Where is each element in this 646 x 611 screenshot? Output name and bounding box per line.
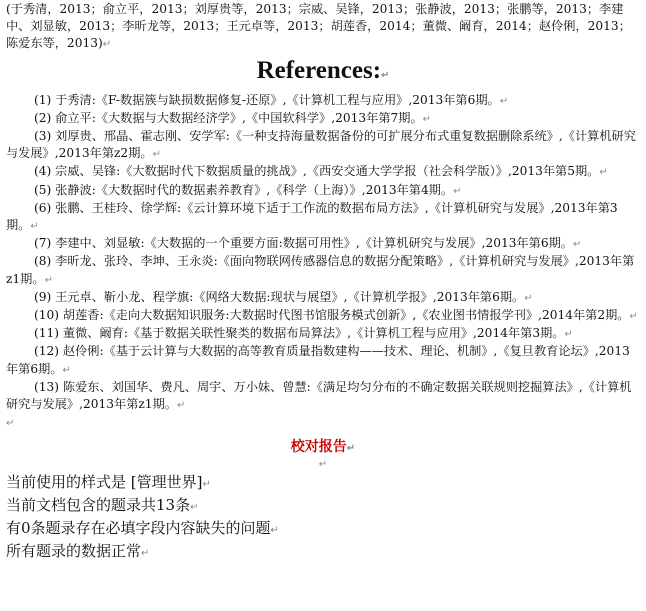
report-style-line: 当前使用的样式是 [管理世界]↵ [6, 473, 211, 492]
report-count-line: 当前文档包含的题录共13条↵ [6, 496, 199, 515]
empty-paragraph [6, 458, 640, 472]
paragraph-mark-icon: ↵ [176, 400, 186, 412]
empty-paragraph [6, 414, 640, 432]
reference-item: (7) 李建中、刘显敏:《大数据的一个重要方面:数据可用性》,《计算机研究与发展》,2013年第6期。↵ [34, 236, 582, 251]
report-missing-line: 有0条题录存在必填字段内容缺失的问题↵ [6, 519, 279, 538]
paragraph-mark-icon: ↵ [381, 69, 390, 81]
reference-item: (8) 李昕龙、张玲、李坤、王永炎:《面向物联网传感器信息的数据分配策略》,《计算机研究与发展》,2013年第z1期。↵ [6, 254, 635, 286]
paragraph-mark-icon: ↵ [599, 167, 608, 179]
paragraph-mark-icon: ↵ [270, 525, 279, 537]
reference-item: (13) 陈爱东、刘国华、费凡、周宇、万小妹、曾慧:《满足均匀分布的不确定数据关联规则挖掘算法》,《计算机研究与发展》,2013年第z1期。↵ [6, 379, 632, 412]
paragraph-mark-icon: ↵ [141, 548, 150, 560]
reference-item: (9) 王元卓、靳小龙、程学旗:《网络大数据:现状与展望》,《计算机学报》,2013年第6期。↵ [34, 289, 533, 304]
references-heading: References:↵ [256, 56, 390, 84]
paragraph-mark-icon: ↵ [318, 459, 328, 471]
paragraph-mark-icon: ↵ [30, 221, 39, 233]
document-page [0, 1, 646, 611]
paragraph-mark-icon: ↵ [152, 149, 161, 161]
reference-item: (6) 张鹏、王桂玲、徐学辉:《云计算环境下适于工作流的数据布局方法》,《计算机研究与发展》,2013年第3期。↵ [6, 200, 618, 233]
paragraph-mark-icon: ↵ [6, 418, 15, 430]
report-ok-line: 所有题录的数据正常↵ [6, 542, 150, 561]
paragraph-mark-icon: ↵ [564, 329, 573, 341]
paragraph-mark-icon: ↵ [499, 95, 509, 107]
proofread-report-body [6, 472, 640, 564]
reference-item: (12) 赵伶俐:《基于云计算与大数据的高等教育质量指数建构——技术、理论、机制》,《复旦教育论坛》,2013年第6期。↵ [6, 344, 630, 376]
paragraph-mark-icon: ↵ [190, 502, 199, 514]
reference-item: (2) 俞立平:《大数据与大数据经济学》,《中国软科学》,2013年第7期。↵ [34, 110, 432, 125]
paragraph-mark-icon: ↵ [573, 239, 582, 251]
reference-item: (10) 胡莲香:《走向大数据知识服务:大数据时代图书馆服务模式创新》,《农业图书情报学刊》,2014年第2期。↵ [34, 308, 638, 323]
paragraph-mark-icon: ↵ [202, 479, 211, 491]
reference-list [6, 92, 640, 415]
reference-item: (1) 于秀清:《F-数据簇与缺损数据修复-还原》,《计算机工程与应用》,2013年第6期。↵ [34, 92, 509, 107]
reference-item: (11) 董微、阚育:《基于数据关联性聚类的数据布局算法》,《计算机工程与应用》,2014年第3期。↵ [34, 326, 573, 341]
paragraph-mark-icon: ↵ [346, 443, 356, 455]
paragraph-mark-icon: ↵ [453, 185, 462, 197]
paragraph-mark-icon: ↵ [422, 113, 432, 125]
paragraph-mark-icon: ↵ [629, 311, 638, 323]
intro-citation-paragraph: (于秀清，2013；俞立平，2013；刘厚贵等，2013；宗威、吴锋，2013；张静波，2013；张鹏等，2013；李建中、刘显敏，2013；李昕龙等，2013；王元卓等，2013；胡莲香，2014；董微、阚育，2014；赵伶俐，2013；陈爱东等，2013)↵ [6, 2, 631, 51]
reference-item: (5) 张静波:《大数据时代的数据素养教育》,《科学（上海）》,2013年第4期。↵ [34, 182, 462, 197]
proofread-report-title: 校对报告↵ [290, 439, 356, 456]
reference-item: (4) 宗威、吴锋:《大数据时代下数据质量的挑战》,《西安交通大学学报（社会科学版）》,2013年第5期。↵ [34, 164, 608, 179]
paragraph-mark-icon: ↵ [44, 274, 53, 286]
paragraph-mark-icon: ↵ [524, 292, 533, 304]
paragraph-mark-icon: ↵ [102, 39, 112, 51]
reference-item: (3) 刘厚贵、邢晶、霍志刚、安学军:《一种支持海量数据备份的可扩展分布式重复数据删除系统》,《计算机研究与发展》,2013年第z2期。↵ [6, 129, 636, 161]
paragraph-mark-icon: ↵ [62, 364, 71, 376]
